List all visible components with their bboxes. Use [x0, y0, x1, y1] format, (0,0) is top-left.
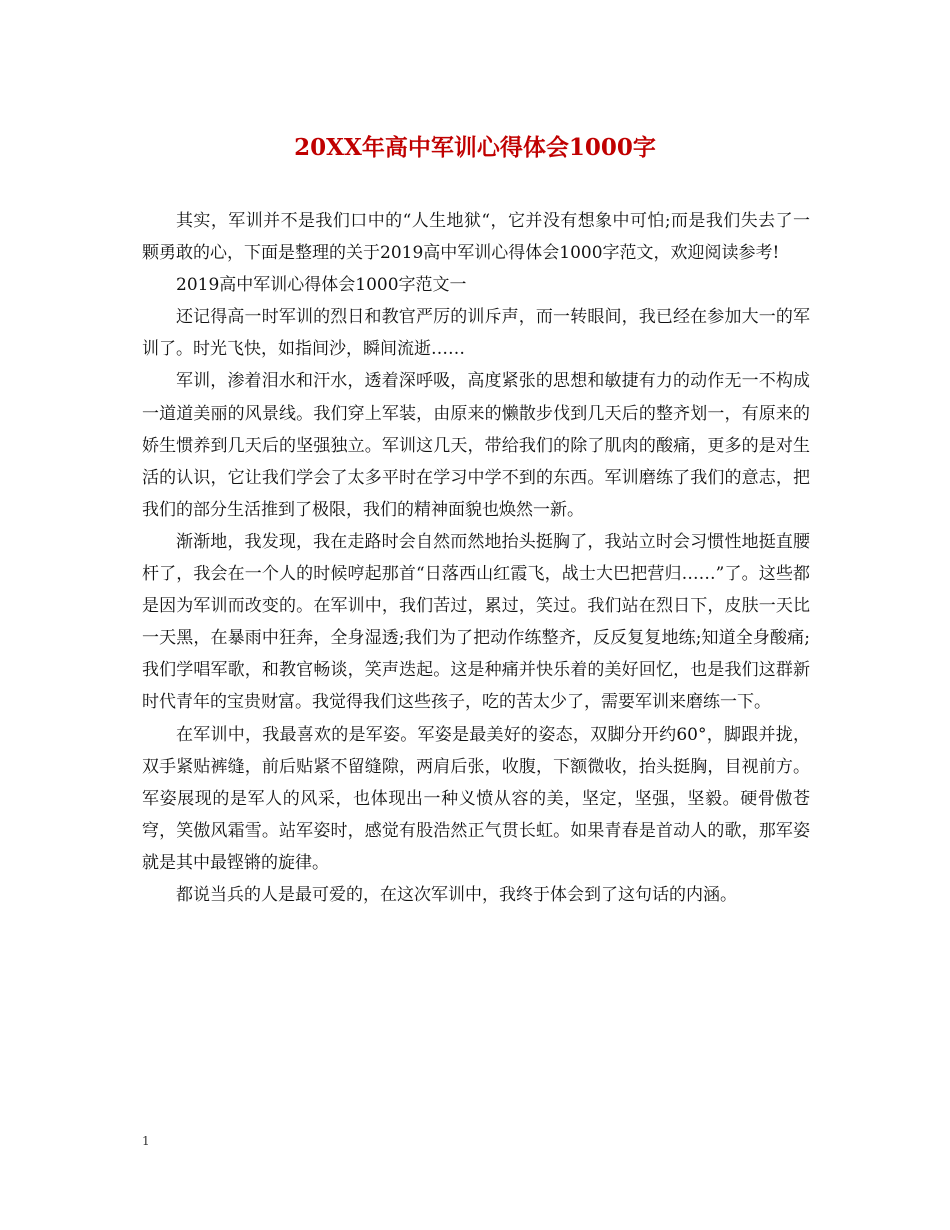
- paragraph: 在军训中，我最喜欢的是军姿。军姿是最美好的姿态，双脚分开约60°，脚跟并拢，双手紧贴裤缝，前后贴紧不留缝隙，两肩后张，收腹，下额微收，抬头挺胸，目视前方。军姿展现的是军人的风采，也体现出一种义愤从容的美，坚定，坚强，坚毅。硬骨傲苍穹，笑傲风霜雪。站军姿时，感觉有股浩然正气贯长虹。如果青春是首动人的歌，那军姿就是其中最铿锵的旋律。: [142, 724, 810, 873]
- paragraph-intro: 其实，军训并不是我们口中的“人生地狱“，它并没有想象中可怕;而是我们失去了一颗勇敢的心，下面是整理的关于2019高中军训心得体会1000字范文，欢迎阅读参考!: [142, 211, 810, 264]
- paragraph-subheading: 2019高中军训心得体会1000字范文一: [176, 275, 467, 296]
- paragraph: 军训，渗着泪水和汗水，透着深呼吸，高度紧张的思想和敏捷有力的动作无一不构成一道道美丽的风景线。我们穿上军装，由原来的懒散步伐到几天后的整齐划一，有原来的娇生惯养到几天后的坚强独立。军训这几天，带给我们的除了肌肉的酸痛，更多的是对生活的认识，它让我们学会了太多平时在学习中学不到的东西。军训磨练了我们的意志，把我们的部分生活推到了极限，我们的精神面貌也焕然一新。: [142, 371, 810, 520]
- page-number: 1: [142, 1134, 150, 1148]
- document-body: [142, 205, 810, 911]
- paragraph: 都说当兵的人是最可爱的，在这次军训中，我终于体会到了这句话的内涵。: [176, 884, 737, 905]
- paragraph: 还记得高一时军训的烈日和教官严厉的训斥声，而一转眼间，我已经在参加大一的军训了。时光飞快，如指间沙，瞬间流逝……: [142, 307, 810, 360]
- document-title: 20XX年高中军训心得体会1000字: [294, 134, 656, 161]
- paragraph: 渐渐地，我发现，我在走路时会自然而然地抬头挺胸了，我站立时会习惯性地挺直腰杆了，我会在一个人的时候哼起那首“日落西山红霞飞，战士大巴把营归……”了。这些都是因为军训而改变的。在军训中，我们苦过，累过，笑过。我们站在烈日下，皮肤一天比一天黑，在暴雨中狂奔，全身湿透;我们为了把动作练整齐，反反复复地练;知道全身酸痛;我们学唱军歌，和教官畅谈，笑声迭起。这是种痛并快乐着的美好回忆，也是我们这群新时代青年的宝贵财富。我觉得我们这些孩子，吃的苦太少了，需要军训来磨练一下。: [142, 531, 810, 713]
